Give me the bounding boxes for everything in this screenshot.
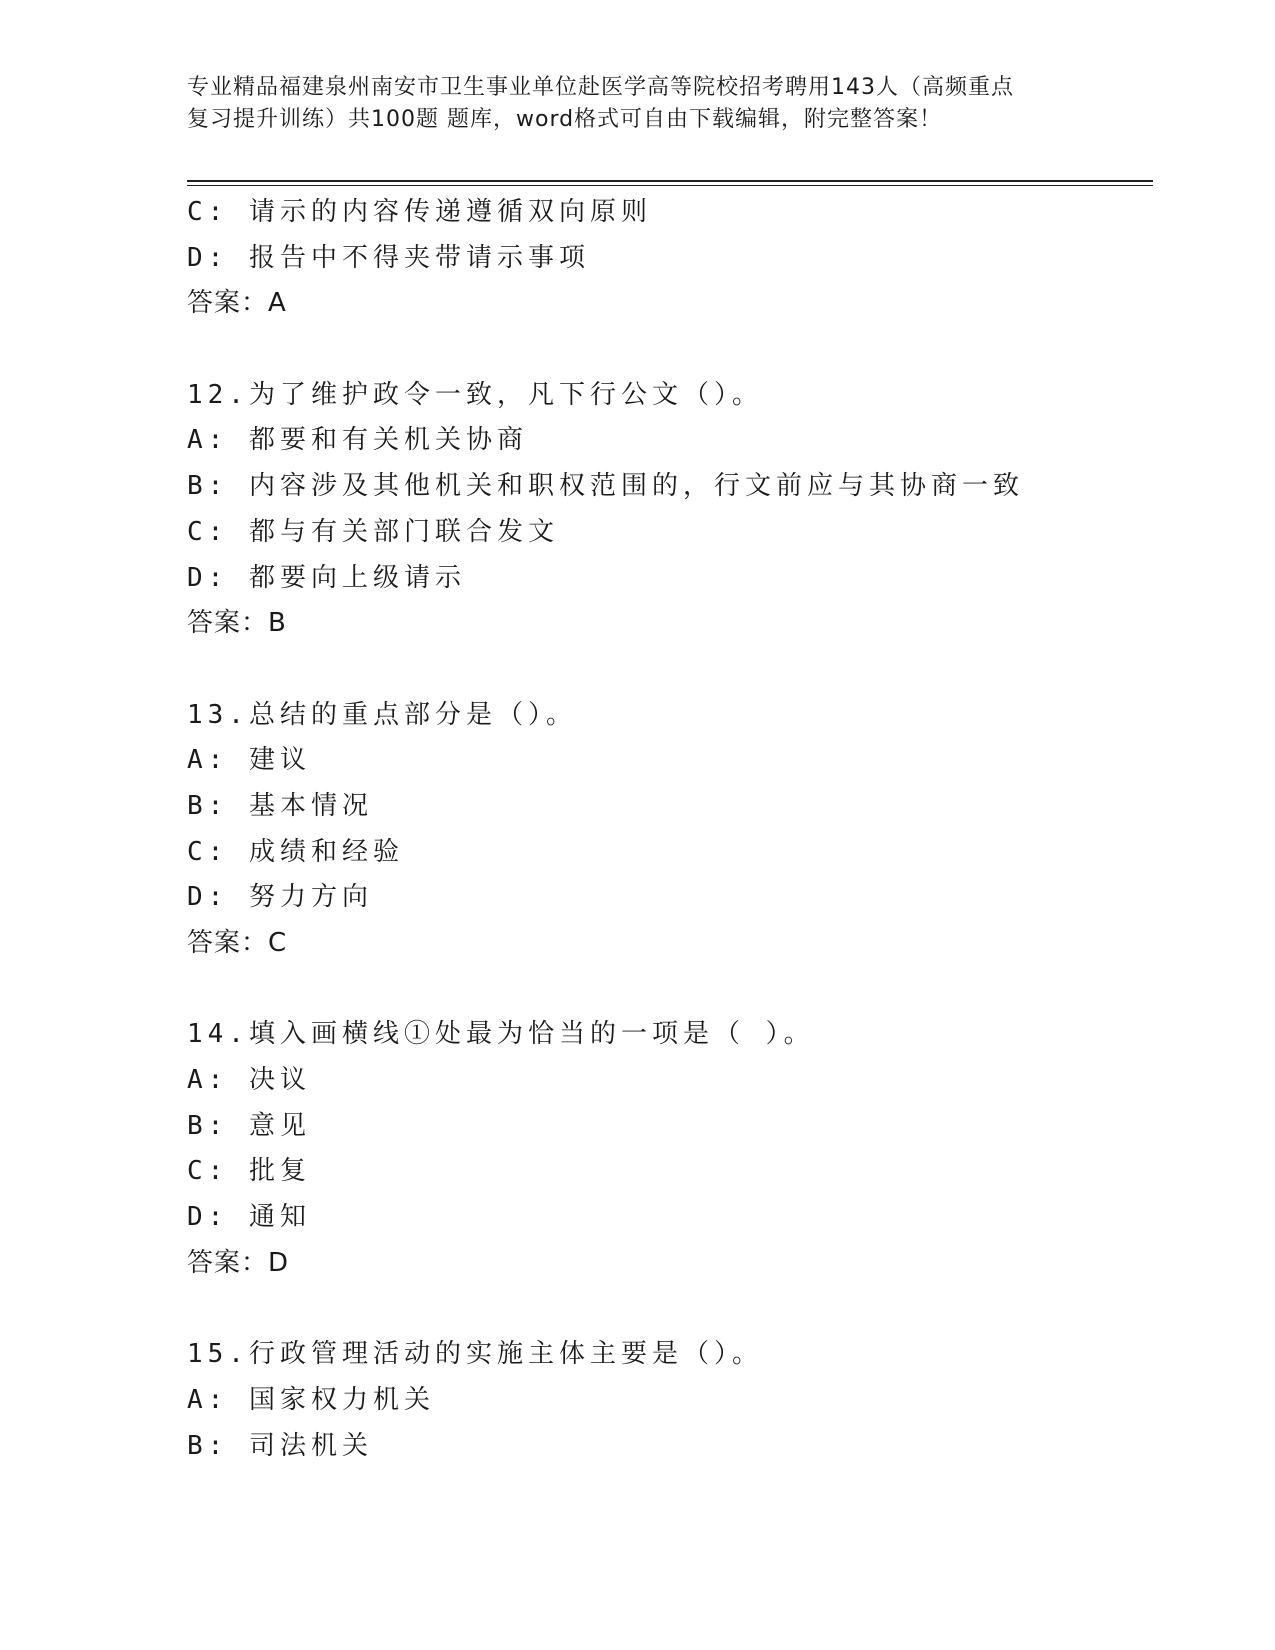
answer: 答案：B — [187, 608, 287, 639]
document-header — [187, 72, 1087, 136]
option-d: D: 通知 — [187, 1202, 311, 1233]
option-b: B: 意见 — [187, 1110, 311, 1141]
option-d: D: 努力方向 — [187, 882, 373, 913]
header-title-line-2: 复习提升训练）共100题 题库，word格式可自由下载编辑，附完整答案！ — [187, 107, 943, 132]
question-stem: 14.填入画横线①处最为恰当的一项是（ ）。 — [187, 1019, 815, 1050]
question-list — [187, 190, 1153, 1469]
option-d: D: 报告中不得夹带请示事项 — [187, 242, 590, 273]
header-divider-thick — [187, 180, 1153, 182]
question-stem: 15.行政管理活动的实施主体主要是（）。 — [187, 1339, 763, 1370]
header-divider-thin — [187, 185, 1153, 186]
option-c: C: 批复 — [187, 1156, 311, 1187]
option-b: B: 司法机关 — [187, 1430, 373, 1461]
option-c: C: 成绩和经验 — [187, 836, 404, 867]
question-stem: 13.总结的重点部分是（）。 — [187, 699, 577, 730]
header-title-line-1: 专业精品福建泉州南安市卫生事业单位赴医学高等院校招考聘用143人（高频重点 — [187, 75, 1014, 100]
option-a: A: 国家权力机关 — [187, 1384, 435, 1415]
option-b: B: 基本情况 — [187, 790, 373, 821]
answer: 答案：C — [187, 928, 288, 958]
option-d: D: 都要向上级请示 — [187, 562, 466, 593]
option-a: A: 都要和有关机关协商 — [187, 425, 528, 456]
option-c: C: 都与有关部门联合发文 — [187, 516, 559, 547]
answer: 答案：D — [187, 1247, 290, 1278]
option-a: A: 建议 — [187, 745, 311, 776]
option-b: B: 内容涉及其他机关和职权范围的，行文前应与其协商一致 — [187, 471, 1024, 502]
answer: 答案：A — [187, 288, 287, 319]
option-a: A: 决议 — [187, 1065, 311, 1096]
option-c: C: 请示的内容传递遵循双向原则 — [187, 197, 652, 227]
question-stem: 12.为了维护政令一致，凡下行公文（）。 — [187, 379, 763, 410]
